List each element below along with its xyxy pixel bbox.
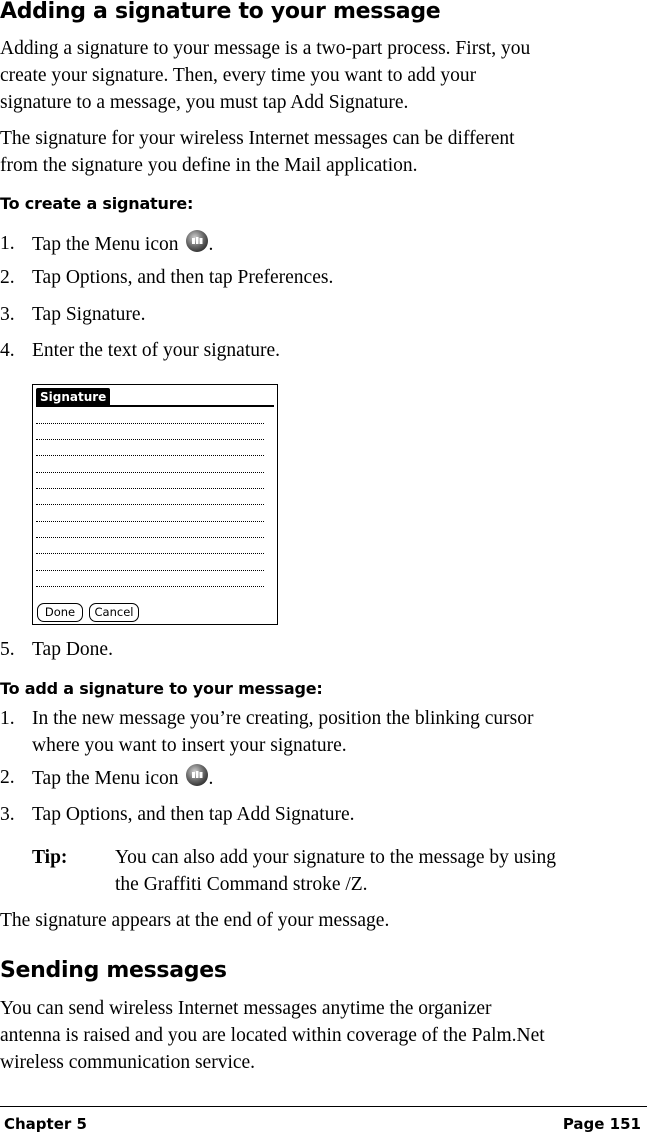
step-number: 3. <box>0 804 15 825</box>
step-text: Tap the Menu icon <box>32 234 179 255</box>
text-line: wireless communication service. <box>0 1052 256 1073</box>
step-text: Tap the Menu icon <box>32 768 179 789</box>
signature-note-paragraph <box>0 125 647 179</box>
signature-screenshot <box>32 384 278 625</box>
tip-label: Tip: <box>32 847 68 868</box>
signature-line <box>36 488 264 489</box>
footer-chapter: Chapter 5 <box>4 1115 87 1133</box>
title-rule <box>36 405 274 407</box>
signature-line <box>36 504 264 505</box>
step-text: Enter the text of your signature. <box>32 340 281 361</box>
text-line: antenna is raised and you are located within coverage of the Palm.Net <box>0 1025 545 1046</box>
signature-line <box>36 455 264 456</box>
section-title: Sending messages <box>0 958 227 983</box>
signature-line <box>36 472 264 473</box>
step-text: Tap Options, and then tap Add Signature. <box>32 804 355 825</box>
step-suffix: . <box>208 768 214 789</box>
signature-line <box>36 570 264 571</box>
screen-title: Signature <box>36 388 110 406</box>
signature-line <box>36 537 264 538</box>
signature-line <box>36 553 264 554</box>
step-text: Tap Signature. <box>32 304 146 325</box>
footer-rule <box>0 1106 647 1107</box>
step-number: 1. <box>0 708 15 729</box>
footer-page: Page 151 <box>562 1115 641 1133</box>
text-line: signature to a message, you must tap Add Signature. <box>0 92 409 113</box>
step-text: where you want to insert your signature. <box>32 735 347 756</box>
cancel-button[interactable]: Cancel <box>89 603 139 622</box>
step-number: 4. <box>0 340 15 361</box>
step-text: In the new message you’re creating, position the blinking cursor <box>32 708 534 729</box>
tip-text <box>115 844 647 898</box>
step-number: 2. <box>0 267 15 288</box>
sending-paragraph <box>0 995 647 1076</box>
add-heading: To add a signature to your message: <box>0 679 323 698</box>
text-line: create your signature. Then, every time you want to add your <box>0 65 477 86</box>
section-title: Adding a signature to your message <box>0 0 441 24</box>
step-suffix: . <box>208 234 214 255</box>
menu-icon <box>186 230 208 252</box>
text-line: The signature for your wireless Internet messages can be different <box>0 128 515 149</box>
text-line: the Graffiti Command stroke /Z. <box>115 874 368 895</box>
menu-icon <box>186 764 208 786</box>
signature-line <box>36 521 264 522</box>
step-text: Tap Options, and then tap Preferences. <box>32 267 334 288</box>
signature-line <box>36 423 264 424</box>
text-line: You can send wireless Internet messages anytime the organizer <box>0 998 492 1019</box>
step-number: 1. <box>0 233 15 254</box>
result-paragraph: The signature appears at the end of your message. <box>0 910 390 931</box>
intro-paragraph <box>0 35 647 116</box>
step-number: 5. <box>0 639 15 660</box>
signature-line <box>36 586 264 587</box>
done-button[interactable]: Done <box>37 603 83 622</box>
text-line: Adding a signature to your message is a two-part process. First, you <box>0 38 531 59</box>
signature-line <box>36 439 264 440</box>
create-heading: To create a signature: <box>0 194 194 213</box>
step-text: Tap Done. <box>32 639 113 660</box>
step-number: 3. <box>0 304 15 325</box>
text-line: from the signature you define in the Mail application. <box>0 155 418 176</box>
step-number: 2. <box>0 767 15 788</box>
text-line: You can also add your signature to the message by using <box>115 847 557 868</box>
